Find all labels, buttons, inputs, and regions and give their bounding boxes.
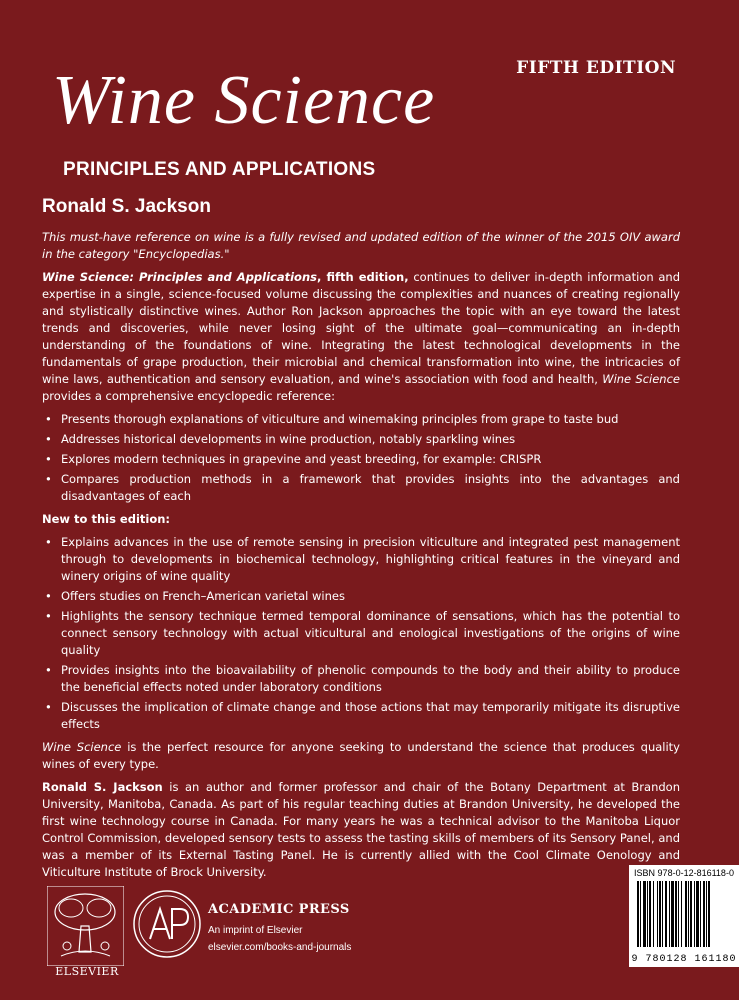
list-item: • Explores modern techniques in grapevine and yeast breeding, for example: CRISPR [42, 451, 680, 468]
barcode-bar [703, 881, 705, 947]
barcode-bar [662, 881, 663, 947]
barcode-bar [669, 881, 670, 947]
barcode-bar [649, 881, 651, 947]
barcode-bar [675, 881, 677, 947]
barcode-bar [647, 881, 648, 947]
isbn-text: ISBN 978-0-12-816118-0 [634, 868, 734, 878]
elsevier-tree-logo-icon [47, 886, 124, 966]
barcode-bar [708, 881, 710, 947]
barcode-bar [678, 881, 679, 947]
barcode-bar [659, 881, 661, 947]
academic-press-logo-icon [132, 889, 202, 959]
closing-paragraph [42, 739, 680, 773]
barcode-bar [690, 881, 692, 947]
barcode-bar [694, 881, 695, 947]
list-item: • Discusses the implication of climate change and those actions that may temporarily mitigate its disruptive effects [42, 699, 680, 733]
list-item: • Compares production methods in a framework that provides insights into the advantages and disadvantages of each [42, 471, 680, 505]
book-title: Wine Science [52, 62, 436, 139]
barcode-bar [640, 881, 641, 947]
author-bio [42, 779, 680, 881]
barcode-bar [643, 881, 646, 947]
features-list [42, 411, 680, 505]
publisher-name: ACADEMIC PRESS [208, 902, 350, 917]
new-items-list [42, 534, 680, 733]
barcode-bar [653, 881, 654, 947]
barcode-bar [706, 881, 707, 947]
cover-copy [42, 229, 680, 887]
list-item: • Provides insights into the bioavailability of phenolic compounds to the body and their ability to produce the beneficial effects noted under laboratory conditions [42, 662, 680, 696]
description-lead-title: Wine Science: Principles and Applications [42, 270, 317, 284]
barcode-bar [665, 881, 667, 947]
publisher-url: elsevier.com/books-and-journals [208, 942, 352, 953]
list-item: • Presents thorough explanations of viticulture and winemaking principles from grape to taste bud [42, 411, 680, 428]
barcode-bar [688, 881, 689, 947]
edition-label: FIFTH EDITION [516, 58, 676, 78]
barcode-bar [700, 881, 701, 947]
list-item: • Explains advances in the use of remote sensing in precision viticulture and integrated pest management through to developments in biochemical technology, highlighting critical features in the vineyard and winery origins of wine quality [42, 534, 680, 585]
bio-text: is an author and former professor and chair of the Botany Department at Brandon University, Manitoba, Canada. As part of his regular teaching duties at Brandon University, he developed the first wine technology course in Canada. For many years he was a technical advisor to the Manitoba Liquor Control Commission, developed sensory tests to assess the tasting skills of members of its Sensory Panel, and was a member of its External Tasting Panel. He is currently allied with the Cool Climate Oenology and Viticulture Institute of Brock University. [42, 780, 680, 879]
description-part1: continues to deliver in-depth information and expertise in a single, science-focused volume discussing the complexities and nuances of creating regionally and stylistically distinctive wines. Author Ron Jackson approaches the topic with an eye toward the latest trends and discoveries, while never losing sight of the ultimate goal—communicating an in-depth understanding of the foundations of wine. Integrating the latest technological developments in the fundamentals of grape production, their microbial and chemical transformation into wine, the intricacies of wine laws, authentication and sensory evaluation, and wine's association with food and health, [42, 270, 680, 386]
barcode-icon [637, 881, 731, 947]
list-item: • Addresses historical developments in wine production, notably sparkling wines [42, 431, 680, 448]
author-name: Ronald S. Jackson [42, 196, 211, 217]
barcode-bar [637, 881, 639, 947]
list-item: • Highlights the sensory technique termed temporal dominance of sensations, which has the potential to connect sensory technology with actual viticultural and enological investigations of the origins of wine quality [42, 608, 680, 659]
barcode-bar [696, 881, 699, 947]
barcode-bar [681, 881, 682, 947]
barcode-bar [671, 881, 674, 947]
barcode-bar [685, 881, 687, 947]
description-italic-title: Wine Science [602, 372, 680, 386]
barcode-number: 9 780128 161180 [631, 954, 737, 965]
description-lead-suffix: , fifth edition, [317, 270, 409, 284]
intro-text: This must-have reference on wine is a fully revised and updated edition of the winner of the 2015 OIV award in the category "Encyclopedias." [42, 230, 680, 261]
elsevier-wordmark: ELSEVIER [55, 965, 119, 978]
bio-name: Ronald S. Jackson [42, 780, 163, 794]
closing-title: Wine Science [42, 740, 122, 754]
description-paragraph [42, 269, 680, 405]
list-item: • Offers studies on French–American varietal wines [42, 588, 680, 605]
description-part2: provides a comprehensive encyclopedic reference: [42, 389, 336, 403]
publisher-imprint: An imprint of Elsevier [208, 925, 303, 936]
barcode-bar [657, 881, 658, 947]
barcode-panel [629, 865, 739, 967]
new-edition-heading: New to this edition: [42, 512, 171, 526]
book-subtitle: PRINCIPLES AND APPLICATIONS [63, 159, 376, 180]
closing-text: is the perfect resource for anyone seeking to understand the science that produces quality wines of every type. [42, 740, 680, 771]
